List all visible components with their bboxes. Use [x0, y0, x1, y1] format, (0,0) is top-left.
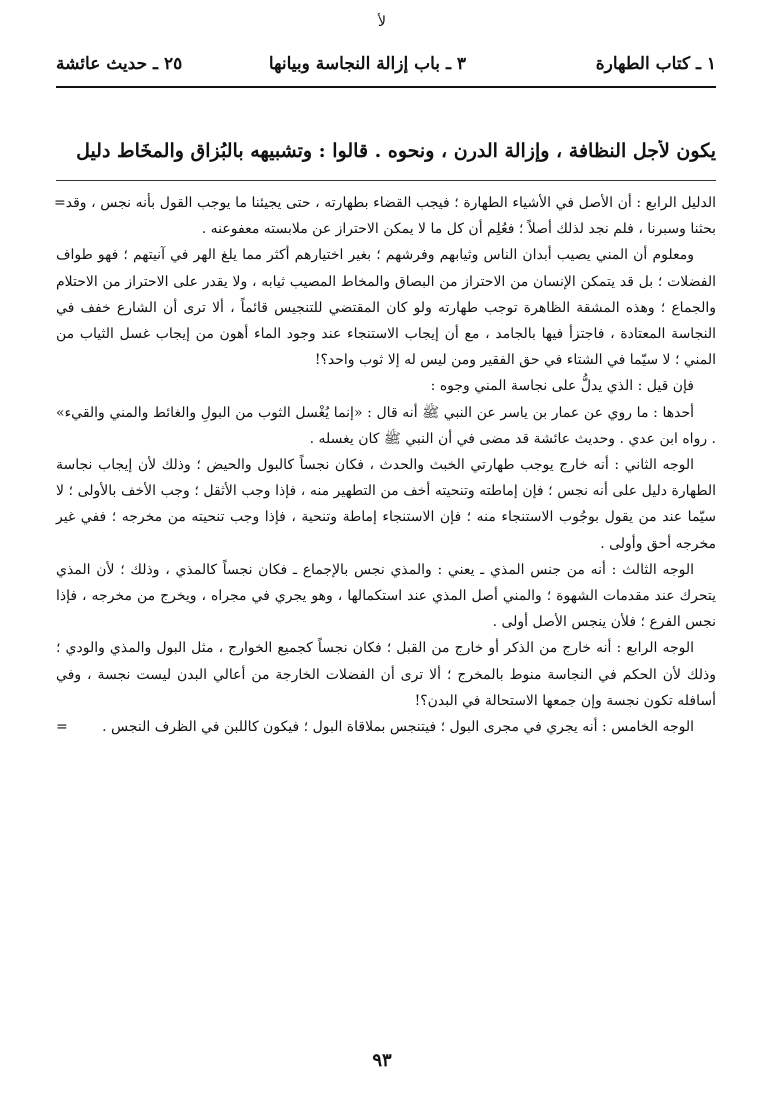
continuation-mark-start: =	[54, 195, 66, 211]
header-hadith-title: ٢٥ ـ حديث عائشة	[56, 54, 183, 74]
paragraph-1: = الدليل الرابع : أن الأصل في الأشياء الطهارة ؛ فيجب القضاء بطهارته ، حتى يجيئنا ما يوجب القول بأنه نجس ، وقد بحثنا وسبرنا ، فلم نجد لذلك أصلاً ؛ فعُلِم أن كل ما لا يمكن الاحتراز عن ملابسته معفوعنه .	[56, 190, 716, 242]
paragraph-7: الوجه الرابع : أنه خارج من الذكر أو خارج من القبل ؛ فكان نجساً كجميع الخوارج ، مثل البول والمذي والودي ؛ وذلك لأن الحكم في النجاسة منوط بالمخرج ؛ ألا ترى أن الفضلات الخارجة من أعالي البدن ليست نجسة ، وفي أسافله تكون نجسة وإن جمعها الاستحالة في البدن؟!	[56, 640, 716, 709]
paragraph-2: ومعلوم أن المني يصيب أبدان الناس وثيابهم وفرشهم ؛ بغير اختيارهم أكثر مما يلغ الهر في آنيتهم ؛ فهو طواف الفضلات ؛ بل قد يتمكن الإنسان من الاحتراز من البصاق والمخاط المصيب ثيابه ، ولا يقدر على الاحتراز من الاحتلام والجماع ؛ وهذه المشقة الظاهرة توجب طهارته ولو كان المقتضي للتنجيس قائماً ، ألا ترى أن الشارع خفف في النجاسة المعتادة ، فاجتزأ فيها بالجامد ، مع أن إيجاب الاستنجاء عند وجود الماء أهون من إيجاب غسل الثياب من المني ؛ لا سيّما في الشتاء في حق الفقير ومن ليس له إلا ثوب واحد؟!	[56, 247, 716, 369]
page-number: ٩٣	[372, 1050, 392, 1071]
continuation-mark-end: =	[56, 719, 68, 736]
header-book-title: ١ ـ كتاب الطهارة	[595, 54, 716, 74]
header-chapter-title: ٣ ـ باب إزالة النجاسة وبيانها	[268, 54, 466, 74]
paragraph-8: الوجه الخامس : أنه يجري في مجرى البول ؛ فيتنجس بملاقاة البول ؛ فيكون كاللبن في الظرف النجس . =	[56, 714, 716, 740]
paragraph-5: الوجه الثاني : أنه خارج يوجب طهارتي الخبث والحدث ، فكان نجساً كالبول والحيض ؛ وذلك لأن إيجاب نجاسة الطهارة دليل على أنه نجس ؛ فإن إماطته وتنحيته أخف من التطهير منه ، فإذا وجب الأثقل ؛ وجب الأخف بالأولى ؛ لا سيّما عند من يقول بوجُوب الاستنجاء منه ؛ فإن الاستنجاء إماطة وتنحية ، فإذا وجب تنحيته من مخرجه ؛ ففي غير مخرجه أحق وأولى .	[56, 457, 716, 552]
paragraph-3: فإن قيل : الذي يدلُّ على نجاسة المني وجوه :	[430, 378, 694, 395]
footnote-body	[56, 190, 716, 740]
header-rule	[56, 86, 716, 88]
running-header	[56, 52, 716, 82]
footnote-divider	[56, 180, 716, 181]
top-mark: ﻷ	[378, 14, 386, 30]
paragraph-4: أحدها : ما روي عن عمار بن ياسر عن النبي ﷺ أنه قال : «إنما يُغْسل الثوب من البولِ والغائط والمني والقيء» . رواه ابن عدي . وحديث عائشة قد مضى في أن النبي ﷺ كان يغسله .	[56, 404, 716, 447]
lead-line: يكون لأجل النظافة ، وإزالة الدرن ، ونحوه . قالوا : وتشبيهه بالبُزاق والمخَاط دليل	[76, 140, 716, 162]
paragraph-6: الوجه الثالث : أنه من جنس المذي ـ يعني : والمذي نجس بالإجماع ـ فكان نجساً كالمذي ، وذلك ؛ لأن المذي يتحرك عند مقدمات الشهوة ؛ والمني أصل المذي عند استكمالها ، وهو يجري في مجراه ، ويخرج من مخرجه ، فإذا نجس الفرع ؛ فلأن ينجس الأصل أولى .	[56, 561, 716, 631]
